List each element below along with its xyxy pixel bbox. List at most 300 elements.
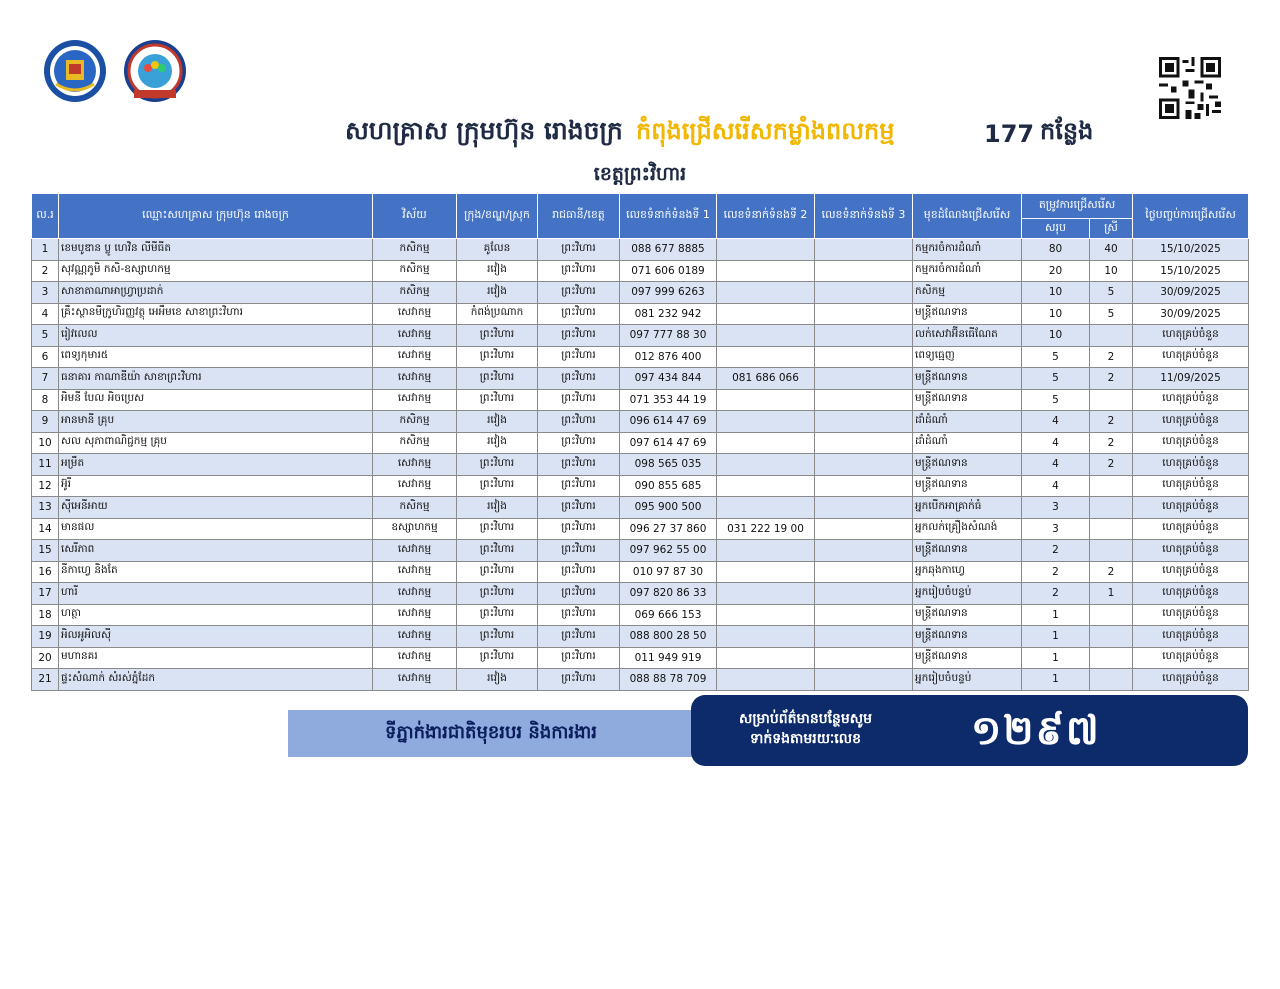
- cell-total: 4: [1022, 454, 1090, 476]
- table-row: [32, 475, 1249, 497]
- cell-no: 21: [32, 669, 59, 691]
- cell-name: ផ្ទះសំណាក់ សំរស់ភ្នំដែក: [59, 669, 373, 691]
- cell-sector: កសិកម្ម: [373, 432, 457, 454]
- cell-sector: សេវាកម្ម: [373, 389, 457, 411]
- cell-province: ព្រះវិហារ: [538, 303, 620, 325]
- cell-phone2: [717, 260, 815, 282]
- cell-deadline: ហេតុគ្រប់ចំនួន: [1133, 389, 1249, 411]
- cell-district: ព្រះវិហារ: [457, 346, 538, 368]
- province-subtitle: ខេត្តព្រះវិហារ: [593, 163, 687, 185]
- cell-phone1: 097 820 86 33: [620, 583, 717, 605]
- cell-female: [1090, 389, 1133, 411]
- cell-no: 16: [32, 561, 59, 583]
- employment-agency-logo-icon: [122, 38, 188, 104]
- cell-phone1: 011 949 919: [620, 647, 717, 669]
- header-sector: វិស័យ: [373, 194, 457, 239]
- table-row: [32, 518, 1249, 540]
- cell-female: [1090, 518, 1133, 540]
- cell-phone3: [815, 239, 913, 261]
- cell-phone2: [717, 626, 815, 648]
- cell-deadline: 30/09/2025: [1133, 303, 1249, 325]
- vacancy-unit: កន្លែង: [1040, 117, 1094, 145]
- cell-name: ខេមបូឌាន ប្លូ ហេវិន លីមីធីត: [59, 239, 373, 261]
- cell-province: ព្រះវិហារ: [538, 475, 620, 497]
- cell-district: រវៀង: [457, 282, 538, 304]
- cell-female: 2: [1090, 561, 1133, 583]
- cell-female: [1090, 475, 1133, 497]
- header-name: ឈ្មោះសហគ្រាស ក្រុមហ៊ុន រោងចក្រ: [59, 194, 373, 239]
- cell-deadline: ហេតុគ្រប់ចំនួន: [1133, 411, 1249, 433]
- cell-deadline: 15/10/2025: [1133, 239, 1249, 261]
- cell-phone1: 097 614 47 69: [620, 432, 717, 454]
- cell-female: [1090, 497, 1133, 519]
- cell-sector: សេវាកម្ម: [373, 647, 457, 669]
- cell-deadline: 15/10/2025: [1133, 260, 1249, 282]
- cell-phone1: 069 666 153: [620, 604, 717, 626]
- cell-name: អិមនី បែល អិចប្រេស: [59, 389, 373, 411]
- cell-district: ព្រះវិហារ: [457, 518, 538, 540]
- title-row: [0, 112, 1280, 152]
- cell-name: គ្រឹះស្ថានមីក្រូហិរញ្ញវត្ថុ អេអឹមខេ សាខាព្រះវិហារ: [59, 303, 373, 325]
- cell-deadline: ហេតុគ្រប់ចំនួន: [1133, 647, 1249, 669]
- cell-phone3: [815, 540, 913, 562]
- cell-position: ដាំដំណាំ: [913, 411, 1022, 433]
- table-row: [32, 647, 1249, 669]
- cell-no: 3: [32, 282, 59, 304]
- cell-phone2: [717, 282, 815, 304]
- cell-sector: កសិកម្ម: [373, 411, 457, 433]
- cell-sector: សេវាកម្ម: [373, 626, 457, 648]
- agency-banner: [288, 710, 694, 757]
- cell-position: អ្នកបើកអាគ្រាក់ធំ: [913, 497, 1022, 519]
- cell-total: 10: [1022, 282, 1090, 304]
- cell-female: [1090, 325, 1133, 347]
- cell-phone2: [717, 432, 815, 454]
- cell-position: អ្នករៀបចំបន្ទប់: [913, 583, 1022, 605]
- cell-phone2: [717, 346, 815, 368]
- cell-phone2: 031 222 19 00: [717, 518, 815, 540]
- cell-phone2: [717, 411, 815, 433]
- cell-phone3: [815, 518, 913, 540]
- cell-phone3: [815, 303, 913, 325]
- cell-female: [1090, 540, 1133, 562]
- qr-code-icon: [1159, 57, 1221, 119]
- cell-female: 5: [1090, 303, 1133, 325]
- cell-district: ព្រះវិហារ: [457, 389, 538, 411]
- table-row: [32, 432, 1249, 454]
- cell-female: 2: [1090, 454, 1133, 476]
- cell-sector: កសិកម្ម: [373, 260, 457, 282]
- table-row: [32, 346, 1249, 368]
- cell-position: កម្មករចំការដំណាំ: [913, 260, 1022, 282]
- cell-no: 14: [32, 518, 59, 540]
- cell-total: 4: [1022, 432, 1090, 454]
- cell-position: អ្នកឆុងកាហ្វេ: [913, 561, 1022, 583]
- cell-province: ព្រះវិហារ: [538, 411, 620, 433]
- cell-sector: កសិកម្ម: [373, 497, 457, 519]
- cell-phone3: [815, 497, 913, 519]
- jobs-table: [31, 193, 1249, 691]
- cell-female: 2: [1090, 411, 1133, 433]
- cell-female: [1090, 604, 1133, 626]
- table-row: [32, 239, 1249, 261]
- cell-phone3: [815, 583, 913, 605]
- header-no: ល.រ: [32, 194, 59, 239]
- cell-province: ព្រះវិហារ: [538, 583, 620, 605]
- cell-total: 5: [1022, 346, 1090, 368]
- cell-phone2: [717, 647, 815, 669]
- cell-sector: សេវាកម្ម: [373, 475, 457, 497]
- cell-phone3: [815, 411, 913, 433]
- cell-sector: សេវាកម្ម: [373, 346, 457, 368]
- cell-deadline: ហេតុគ្រប់ចំនួន: [1133, 454, 1249, 476]
- header-deadline: ថ្ងៃបញ្ចប់ការជ្រើសរើស: [1133, 194, 1249, 239]
- cell-no: 7: [32, 368, 59, 390]
- cell-district: ព្រះវិហារ: [457, 325, 538, 347]
- cell-phone3: [815, 346, 913, 368]
- cell-total: 2: [1022, 583, 1090, 605]
- cell-phone3: [815, 432, 913, 454]
- cell-no: 12: [32, 475, 59, 497]
- cell-phone3: [815, 626, 913, 648]
- cell-province: ព្រះវិហារ: [538, 561, 620, 583]
- cell-province: ព្រះវិហារ: [538, 669, 620, 691]
- header-district: ក្រុង/ខណ្ឌ/ស្រុក: [457, 194, 538, 239]
- table-row: [32, 411, 1249, 433]
- cell-position: មន្ត្រីឥណទាន: [913, 475, 1022, 497]
- cell-phone2: [717, 325, 815, 347]
- cell-total: 80: [1022, 239, 1090, 261]
- cell-sector: ឧស្សាហកម្ម: [373, 518, 457, 540]
- cell-total: 2: [1022, 540, 1090, 562]
- cell-deadline: 11/09/2025: [1133, 368, 1249, 390]
- cell-sector: សេវាកម្ម: [373, 561, 457, 583]
- cell-province: ព្រះវិហារ: [538, 518, 620, 540]
- cell-position: មន្ត្រីឥណទាន: [913, 454, 1022, 476]
- header-need: តម្រូវការជ្រើសរើស: [1022, 194, 1133, 219]
- cell-position: មន្ត្រីឥណទាន: [913, 626, 1022, 648]
- cell-phone2: [717, 475, 815, 497]
- table-row: [32, 303, 1249, 325]
- cell-name: អ៊ូរី: [59, 475, 373, 497]
- cell-district: ព្រះវិហារ: [457, 561, 538, 583]
- cell-name: ស៊ីអេនីអាយ: [59, 497, 373, 519]
- cell-phone3: [815, 475, 913, 497]
- cell-phone1: 096 27 37 860: [620, 518, 717, 540]
- table-row: [32, 454, 1249, 476]
- jobs-table-body: [32, 239, 1249, 691]
- cell-no: 13: [32, 497, 59, 519]
- cell-phone1: 088 800 28 50: [620, 626, 717, 648]
- cell-deadline: ហេតុគ្រប់ចំនួន: [1133, 626, 1249, 648]
- table-row: [32, 626, 1249, 648]
- cell-position: ពេទ្យធ្មេញ: [913, 346, 1022, 368]
- cell-deadline: ហេតុគ្រប់ចំនួន: [1133, 518, 1249, 540]
- cell-province: ព្រះវិហារ: [538, 325, 620, 347]
- cell-province: ព្រះវិហារ: [538, 626, 620, 648]
- cell-name: ហារី: [59, 583, 373, 605]
- cell-total: 1: [1022, 647, 1090, 669]
- cell-phone1: 097 999 6263: [620, 282, 717, 304]
- cell-position: មន្ត្រីឥណទាន: [913, 604, 1022, 626]
- cell-sector: សេវាកម្ម: [373, 583, 457, 605]
- header-total: សរុប: [1022, 219, 1090, 239]
- cell-no: 11: [32, 454, 59, 476]
- hotline-caption-line1: សម្រាប់ព័ត៌មានបន្ថែមសូម: [739, 711, 873, 727]
- cell-female: [1090, 669, 1133, 691]
- cell-phone3: [815, 325, 913, 347]
- cell-total: 3: [1022, 518, 1090, 540]
- cell-no: 1: [32, 239, 59, 261]
- cell-district: រវៀង: [457, 260, 538, 282]
- header-province: រាជធានី/ខេត្ត: [538, 194, 620, 239]
- cell-province: ព្រះវិហារ: [538, 368, 620, 390]
- cell-total: 1: [1022, 626, 1090, 648]
- cell-sector: សេវាកម្ម: [373, 368, 457, 390]
- cell-name: អម្រឹត: [59, 454, 373, 476]
- cell-phone1: 095 900 500: [620, 497, 717, 519]
- cell-phone2: [717, 389, 815, 411]
- cell-province: ព្រះវិហារ: [538, 260, 620, 282]
- cell-phone3: [815, 561, 913, 583]
- ministry-emblem-icon: [42, 38, 108, 104]
- cell-name: អិលអូអិលស៊ី: [59, 626, 373, 648]
- cell-phone2: [717, 454, 815, 476]
- cell-name: ធនាគារ កាណាឌីយ៉ា សាខាព្រះវិហារ: [59, 368, 373, 390]
- cell-district: កំពង់ប្រណាក: [457, 303, 538, 325]
- cell-deadline: ហេតុគ្រប់ចំនួន: [1133, 669, 1249, 691]
- cell-sector: សេវាកម្ម: [373, 604, 457, 626]
- cell-name: មហានគរ: [59, 647, 373, 669]
- cell-phone2: [717, 497, 815, 519]
- cell-name: ពេទ្យកុមារ៥: [59, 346, 373, 368]
- cell-province: ព្រះវិហារ: [538, 647, 620, 669]
- cell-female: [1090, 626, 1133, 648]
- cell-sector: សេវាកម្ម: [373, 303, 457, 325]
- cell-province: ព្រះវិហារ: [538, 389, 620, 411]
- cell-deadline: ហេតុគ្រប់ចំនួន: [1133, 475, 1249, 497]
- hotline-caption-line2: ទាក់ទងតាមរយៈលេខ: [750, 731, 861, 747]
- cell-district: ព្រះវិហារ: [457, 583, 538, 605]
- cell-phone2: [717, 669, 815, 691]
- cell-phone2: [717, 540, 815, 562]
- cell-phone2: [717, 561, 815, 583]
- header-position: មុខដំណែងជ្រើសរើស: [913, 194, 1022, 239]
- cell-name: សុវណ្ណភូមិ កសិ-ឧស្សាហកម្ម: [59, 260, 373, 282]
- cell-no: 6: [32, 346, 59, 368]
- header-phone2: លេខទំនាក់ទំនងទី 2: [717, 194, 815, 239]
- cell-name: មានផល: [59, 518, 373, 540]
- cell-district: ព្រះវិហារ: [457, 626, 538, 648]
- cell-phone3: [815, 389, 913, 411]
- cell-no: 19: [32, 626, 59, 648]
- cell-deadline: ហេតុគ្រប់ចំនួន: [1133, 346, 1249, 368]
- cell-phone1: 081 232 942: [620, 303, 717, 325]
- cell-position: អ្នករៀបចំបន្ទប់: [913, 669, 1022, 691]
- table-row: [32, 604, 1249, 626]
- cell-phone1: 088 677 8885: [620, 239, 717, 261]
- cell-phone2: 081 686 066: [717, 368, 815, 390]
- cell-district: ព្រះវិហារ: [457, 604, 538, 626]
- cell-phone1: 088 88 78 709: [620, 669, 717, 691]
- cell-total: 1: [1022, 604, 1090, 626]
- cell-female: 2: [1090, 368, 1133, 390]
- cell-deadline: ហេតុគ្រប់ចំនួន: [1133, 325, 1249, 347]
- cell-phone1: 097 962 55 00: [620, 540, 717, 562]
- cell-province: ព្រះវិហារ: [538, 604, 620, 626]
- cell-no: 15: [32, 540, 59, 562]
- cell-total: 2: [1022, 561, 1090, 583]
- vacancy-count: 177: [984, 120, 1035, 148]
- cell-sector: កសិកម្ម: [373, 239, 457, 261]
- cell-district: គូលែន: [457, 239, 538, 261]
- cell-phone1: 010 97 87 30: [620, 561, 717, 583]
- table-row: [32, 282, 1249, 304]
- cell-phone3: [815, 669, 913, 691]
- cell-phone1: 097 434 844: [620, 368, 717, 390]
- cell-female: 1: [1090, 583, 1133, 605]
- hotline-number: ១២៩៧: [971, 708, 1101, 754]
- cell-province: ព្រះវិហារ: [538, 540, 620, 562]
- cell-position: មន្ត្រីឥណទាន: [913, 540, 1022, 562]
- cell-total: 3: [1022, 497, 1090, 519]
- cell-province: ព្រះវិហារ: [538, 282, 620, 304]
- cell-position: មន្ត្រីឥណទាន: [913, 647, 1022, 669]
- header-phone3: លេខទំនាក់ទំនងទី 3: [815, 194, 913, 239]
- cell-phone3: [815, 282, 913, 304]
- cell-district: រវៀង: [457, 497, 538, 519]
- cell-position: មន្ត្រីឥណទាន: [913, 368, 1022, 390]
- cell-sector: សេវាកម្ម: [373, 540, 457, 562]
- cell-position: កម្មករចំការដំណាំ: [913, 239, 1022, 261]
- cell-no: 4: [32, 303, 59, 325]
- cell-district: ព្រះវិហារ: [457, 540, 538, 562]
- cell-phone2: [717, 239, 815, 261]
- cell-name: សល សុភាពាណិជ្ជកម្ម គ្រុប: [59, 432, 373, 454]
- cell-deadline: ហេតុគ្រប់ចំនួន: [1133, 497, 1249, 519]
- cell-phone1: 071 353 44 19: [620, 389, 717, 411]
- cell-position: ដាំដំណាំ: [913, 432, 1022, 454]
- cell-name: ហត្ថា: [59, 604, 373, 626]
- cell-phone3: [815, 454, 913, 476]
- cell-deadline: ហេតុគ្រប់ចំនួន: [1133, 432, 1249, 454]
- cell-total: 4: [1022, 411, 1090, 433]
- cell-phone3: [815, 647, 913, 669]
- cell-deadline: ហេតុគ្រប់ចំនួន: [1133, 604, 1249, 626]
- cell-deadline: ហេតុគ្រប់ចំនួន: [1133, 583, 1249, 605]
- cell-female: 2: [1090, 432, 1133, 454]
- cell-phone2: [717, 303, 815, 325]
- table-row: [32, 368, 1249, 390]
- cell-deadline: ហេតុគ្រប់ចំនួន: [1133, 561, 1249, 583]
- hotline-banner: [691, 695, 1248, 766]
- cell-district: រវៀង: [457, 669, 538, 691]
- cell-no: 18: [32, 604, 59, 626]
- table-row: [32, 583, 1249, 605]
- cell-total: 1: [1022, 669, 1090, 691]
- cell-total: 5: [1022, 389, 1090, 411]
- cell-name: សេរីភាព: [59, 540, 373, 562]
- cell-sector: កសិកម្ម: [373, 282, 457, 304]
- cell-no: 17: [32, 583, 59, 605]
- cell-phone1: 090 855 685: [620, 475, 717, 497]
- cell-phone1: 097 777 88 30: [620, 325, 717, 347]
- cell-name: អានមានី គ្រុប: [59, 411, 373, 433]
- cell-district: រវៀង: [457, 432, 538, 454]
- cell-province: ព្រះវិហារ: [538, 497, 620, 519]
- cell-province: ព្រះវិហារ: [538, 454, 620, 476]
- cell-sector: សេវាកម្ម: [373, 669, 457, 691]
- cell-province: ព្រះវិហារ: [538, 432, 620, 454]
- cell-deadline: 30/09/2025: [1133, 282, 1249, 304]
- agency-name: ទីភ្នាក់ងារជាតិមុខរបរ និងការងារ: [385, 722, 597, 743]
- cell-total: 4: [1022, 475, 1090, 497]
- cell-no: 9: [32, 411, 59, 433]
- cell-district: ព្រះវិហារ: [457, 647, 538, 669]
- cell-total: 20: [1022, 260, 1090, 282]
- hotline-caption: [739, 709, 872, 749]
- cell-province: ព្រះវិហារ: [538, 239, 620, 261]
- table-row: [32, 561, 1249, 583]
- cell-no: 2: [32, 260, 59, 282]
- cell-position: មន្ត្រីឥណទាន: [913, 389, 1022, 411]
- table-row: [32, 325, 1249, 347]
- header-female: ស្រី: [1090, 219, 1133, 239]
- table-row: [32, 540, 1249, 562]
- cell-female: 40: [1090, 239, 1133, 261]
- cell-total: 5: [1022, 368, 1090, 390]
- cell-phone1: 098 565 035: [620, 454, 717, 476]
- cell-district: ព្រះវិហារ: [457, 475, 538, 497]
- cell-position: មន្ត្រីឥណទាន: [913, 303, 1022, 325]
- cell-name: សាខាតាណាអាហ្វ្រាប្រដាក់: [59, 282, 373, 304]
- cell-female: [1090, 647, 1133, 669]
- page-title: សហគ្រាស ក្រុមហ៊ុន រោងចក្រ: [345, 116, 623, 145]
- cell-no: 20: [32, 647, 59, 669]
- cell-position: លក់សេវាអ៊ីនធើណែត: [913, 325, 1022, 347]
- cell-district: ព្រះវិហារ: [457, 368, 538, 390]
- cell-sector: សេវាកម្ម: [373, 325, 457, 347]
- cell-female: 5: [1090, 282, 1133, 304]
- cell-phone2: [717, 583, 815, 605]
- cell-district: រវៀង: [457, 411, 538, 433]
- cell-female: 10: [1090, 260, 1133, 282]
- cell-name: នីកាហ្វេ និងតែ: [59, 561, 373, 583]
- cell-total: 10: [1022, 303, 1090, 325]
- cell-name: រៀវលេល: [59, 325, 373, 347]
- table-row: [32, 389, 1249, 411]
- table-row: [32, 497, 1249, 519]
- cell-district: ព្រះវិហារ: [457, 454, 538, 476]
- cell-province: ព្រះវិហារ: [538, 346, 620, 368]
- cell-no: 10: [32, 432, 59, 454]
- cell-female: 2: [1090, 346, 1133, 368]
- cell-phone1: 071 606 0189: [620, 260, 717, 282]
- cell-phone1: 096 614 47 69: [620, 411, 717, 433]
- cell-deadline: ហេតុគ្រប់ចំនួន: [1133, 540, 1249, 562]
- cell-phone2: [717, 604, 815, 626]
- cell-phone3: [815, 260, 913, 282]
- cell-phone3: [815, 604, 913, 626]
- header-phone1: លេខទំនាក់ទំនងទី 1: [620, 194, 717, 239]
- cell-position: អ្នកលក់គ្រឿងសំណង់: [913, 518, 1022, 540]
- table-row: [32, 669, 1249, 691]
- recruiting-heading: កំពុងជ្រើសរើសកម្លាំងពលកម្ម: [636, 117, 895, 145]
- cell-position: កសិកម្ម: [913, 282, 1022, 304]
- cell-no: 5: [32, 325, 59, 347]
- cell-total: 10: [1022, 325, 1090, 347]
- cell-phone1: 012 876 400: [620, 346, 717, 368]
